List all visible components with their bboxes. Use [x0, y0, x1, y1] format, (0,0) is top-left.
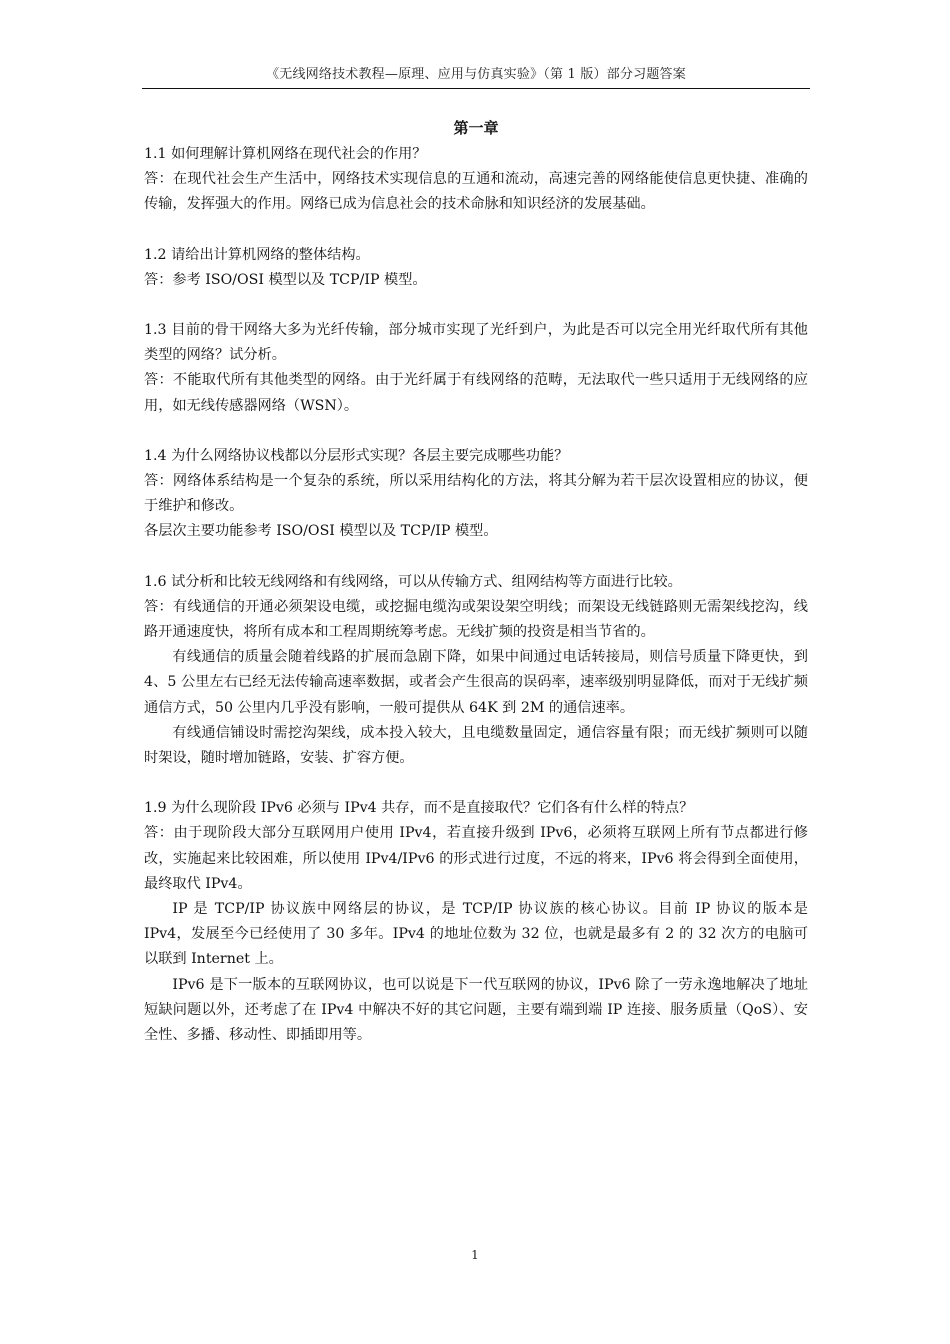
answer-paragraph: 答：有线通信的开通必须架设电缆，或挖掘电缆沟或架设架空明线；而架设无线链路则无需架线挖沟，线路开通速度快，将所有成本和工程周期统筹考虑。无线扩频的投资是相当节省的。 [144, 598, 808, 641]
header-rule [142, 88, 810, 89]
question-text: 1.1 如何理解计算机网络在现代社会的作用？ [144, 146, 427, 162]
answer-paragraph: IPv6 是下一版本的互联网协议，也可以说是下一代互联网的协议，IPv6 除了一劳永逸地解决了地址短缺问题以外，还考虑了在 IPv4 中解决不好的其它问题，主要有端到端 IP 连接、服务质量（QoS）、安全性、多播、移动性、即插即用等。 [144, 976, 808, 1044]
answer-paragraph: 有线通信的质量会随着线路的扩展而急剧下降，如果中间通过电话转接局，则信号质量下降更快，到 4、5 公里左右已经无法传输高速率数据，或者会产生很高的误码率，速率级别明显降低，而对于无线扩频通信方式，50 公里内几乎没有影响，一般可提供从 64K 到 2M 的通信速率。 [144, 649, 808, 716]
question-text: 1.4 为什么网络协议栈都以分层形式实现？各层主要完成哪些功能？ [144, 447, 569, 464]
answer-paragraph: 有线通信铺设时需挖沟架线，成本投入较大，且电缆数量固定，通信容量有限；而无线扩频则可以随时架设，随时增加链路，安装、扩容方便。 [144, 724, 808, 767]
running-header: 《无线网络技术教程—原理、应用与仿真实验》（第 1 版）部分习题答案 [266, 67, 686, 82]
answer-paragraph: 答：在现代社会生产生活中，网络技术实现信息的互通和流动，高速完善的网络能使信息更快捷、准确的传输，发挥强大的作用。网络已成为信息社会的技术命脉和知识经济的发展基础。 [144, 171, 808, 213]
qa-section-1-6 [144, 570, 808, 772]
answer-paragraph: 答：网络体系结构是一个复杂的系统，所以采用结构化的方法，将其分解为若干层次设置相应的协议，便于维护和修改。 [144, 473, 808, 515]
chapter-title: 第一章 [453, 119, 499, 137]
qa-section-1-4 [144, 444, 808, 545]
question-text: 1.9 为什么现阶段 IPv6 必须与 IPv4 共存，而不是直接取代？它们各有什么样的特点？ [144, 800, 694, 817]
page-content [144, 116, 808, 1073]
question-text: 1.2 请给出计算机网络的整体结构。 [144, 246, 370, 263]
qa-section-1-2 [144, 243, 808, 293]
qa-section-1-9 [144, 796, 808, 1048]
page-number: 1 [471, 1248, 479, 1262]
qa-section-1-1 [144, 142, 808, 218]
answer-paragraph: 答：不能取代所有其他类型的网络。由于光纤属于有线网络的范畴，无法取代一些只适用于无线网络的应用，如无线传感器网络（WSN）。 [144, 372, 808, 414]
qa-section-1-3 [144, 318, 808, 419]
answer-paragraph: IP 是 TCP/IP 协议族中网络层的协议，是 TCP/IP 协议族的核心协议。目前 IP 协议的版本是 IPv4，发展至今已经使用了 30 多年。IPv4 的地址位数为 32 位，也就是最多有 2 的 32 次方的电脑可以联到 Internet 上。 [144, 901, 808, 968]
answer-paragraph: 答：参考 ISO/OSI 模型以及 TCP/IP 模型。 [144, 271, 427, 288]
question-text: 1.6 试分析和比较无线网络和有线网络，可以从传输方式、组网结构等方面进行比较。 [144, 573, 682, 590]
question-text: 1.3 目前的骨干网络大多为光纤传输，部分城市实现了光纤到户，为此是否可以完全用光纤取代所有其他类型的网络？试分析。 [144, 322, 808, 364]
answer-paragraph: 答：由于现阶段大部分互联网用户使用 IPv4，若直接升级到 IPv6，必须将互联网上所有节点都进行修改，实施起来比较困难，所以使用 IPv4/IPv6 的形式进行过度，不远的将来，IPv6 将会得到全面使用，最终取代 IPv4。 [144, 825, 808, 892]
answer-paragraph: 各层次主要功能参考 ISO/OSI 模型以及 TCP/IP 模型。 [144, 523, 498, 540]
